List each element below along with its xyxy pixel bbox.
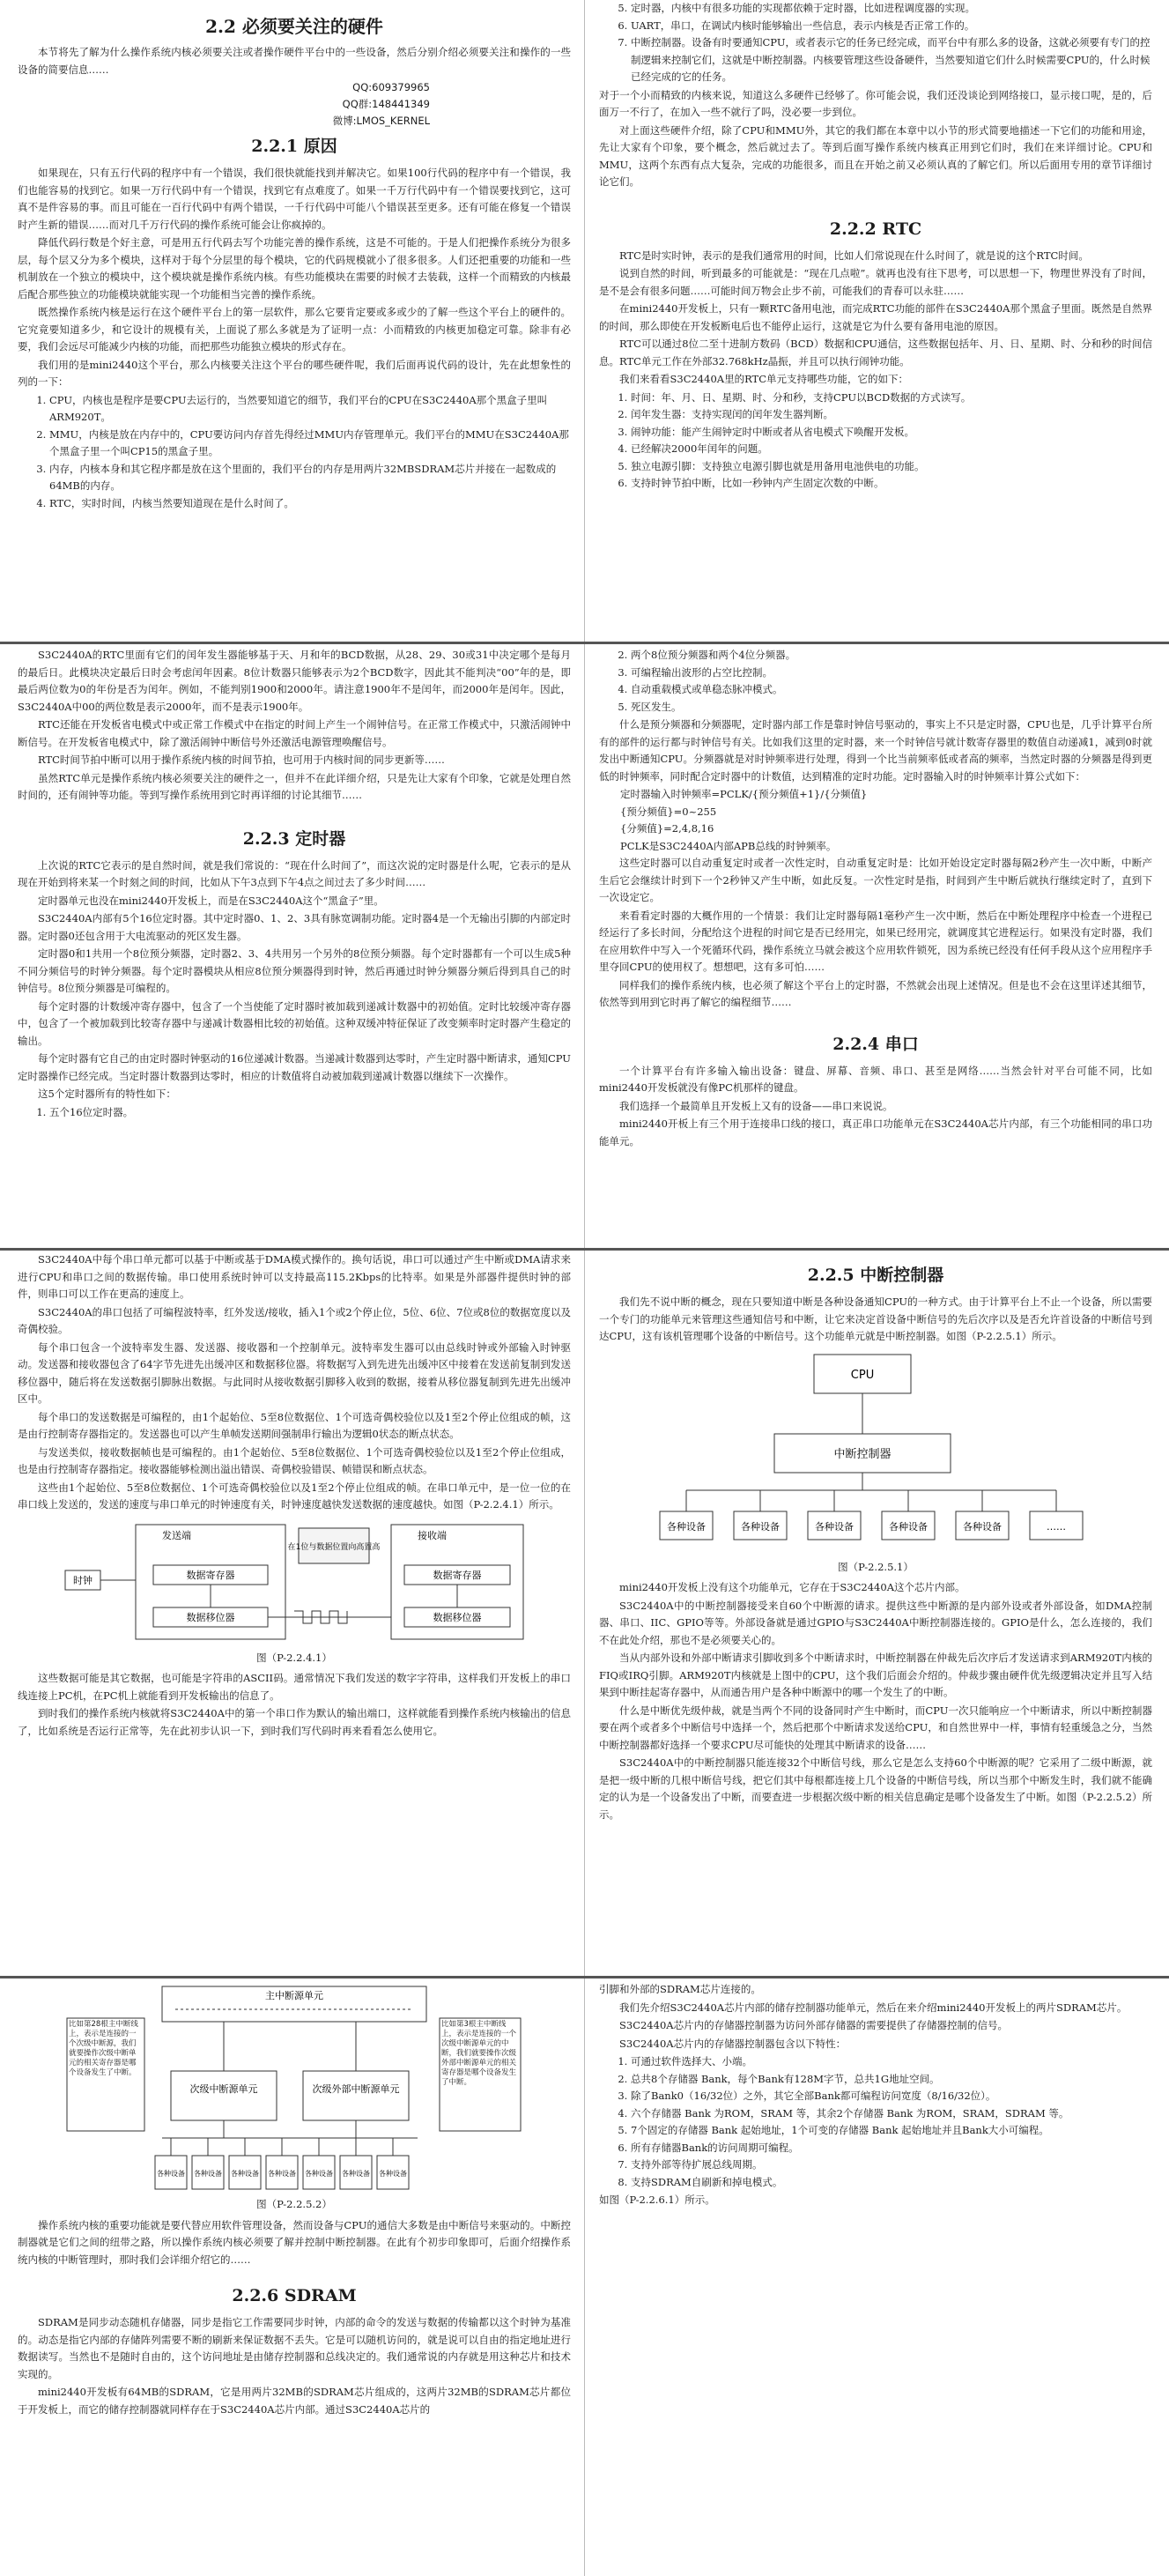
device-label: 各种设备: [268, 2170, 296, 2178]
formula-block: [599, 786, 1152, 855]
paragraph: 这些数据可能是其它数据，也可能是字符串的ASCII码。通常情况下我们发送的数字字符串，这样我们开发板上的串口线连接上PC机，在PC机上就能看到开发板输出的信息了。: [18, 1672, 571, 1702]
recv-side-label: 接收端: [418, 1529, 447, 1541]
paragraph: S3C2440A芯片内的存储器控制器为访问外部存储器的需要提供了存储器控制的信号。: [619, 2019, 1009, 2031]
paragraph: 到时我们的操作系统内核就将S3C2440A中的第一个串口作为默认的输出端口，这样就能看到操作系统内核输出的信息了，比如系统是否运行正常等，先在此初步认识一下，到时我们写代码时再来看看怎么使用它。: [18, 1707, 571, 1737]
timer-feature-list: [18, 1104, 571, 1122]
subsection-title-sdram: 2.2.6 SDRAM: [232, 2286, 357, 2305]
list-item: 1. 时间：年、月、日、星期、时、分和秒，支持CPU以BCD数据的方式读写。: [631, 390, 1152, 407]
send-side-label: 发送端: [162, 1529, 191, 1541]
paragraph: 降低代码行数是个好主意，可是用五行代码去写个功能完善的操作系统，这是不可能的。于是人们把操作系统分为很多层，每个层又分为多个模块，这样对于每个分层里的每个模块，它的代码规模就小了很多很多。人们还把重要的功能和一些机制放在一个独立的模块中，这个模块就是操作系统内核。有些功能模块在需要的时候才去装载，这样一个而精致的内核最后配合那些独立的功能模块就能实现一个功能相当完善的操作系统。: [18, 236, 571, 301]
paragraph: 来看看定时器的大概作用的一个情景：我们让定时器每隔1毫秒产生一次中断，然后在中断处理程序中检查一个进程已经运行了多长时间，分配给这个进程的时间它是否已经用完，如果已经用完，就调度其它进程运行。如果没有定时器，我们在应用软件中写入一个死循环代码，操作系统立马就会被这个应用软件锁死，因为系统已经没有任何手段从这个应用程序手里夺回CPU的使用权了。想想吧，这有多可怕……: [599, 909, 1152, 973]
paragraph: 如果现在，只有五行代码的程序中有一个错误，我们很快就能找到并解决它。如果100行代码的程序中有一个错误，我们也能容易的找到它。如果一万行代码中有一个错误，找到它有点难度了。如果一千万行代码中有一个错误要找到它，这可真不是件容易的事。而且可能在一百行代码中有两个错误，一千行代码中可能八个错误甚至更多。还有可能在修复一个错误时产生新的错误……而对几千万行代码的操作系统可能会让你疯掉的。: [18, 167, 571, 231]
subsection-title-uart: 2.2.4 串口: [832, 1034, 919, 1054]
paragraph: 我们先介绍S3C2440A芯片内部的储存控制器功能单元，然后在来介绍mini2440开发板上的两片SDRAM芯片。: [619, 2001, 1128, 2014]
list-item: 2. 总共8个存储器 Bank，每个Bank有128M字节，总共1G地址空间。: [631, 2071, 1152, 2089]
interrupt-controller-diagram: [655, 1347, 1096, 1557]
paragraph: 我们先不说中断的概念，现在只要知道中断是各种设备通知CPU的一种方式。由于计算平台上不止一个设备，所以需要一个专门的功能单元来管理这些通知信号和中断，让它来决定首设备中断信号的先后次序以及是否允许首设备的中断信号到达CPU，这有该机管理哪个设备的中断信号。这个功能单元就是中断控制器。如图（P-2.2.5.1）所示。: [599, 1295, 1152, 1342]
paragraph: mini2440开发板上没有这个功能单元，它存在于S3C2440A这个芯片内部。: [619, 1581, 966, 1593]
note-right: [441, 2020, 519, 2129]
secondary-interrupt-diagram: [65, 1983, 523, 2194]
contact-info: [18, 79, 571, 130]
sub-right-box: [303, 2071, 409, 2120]
list-item: 2. MMU，内核是放在内存中的，CPU要访问内存首先得经过MMU内存管理单元。我们平台的MMU在S3C2440A那个黑盒子里一个叫CP15的黑盒子里。: [49, 427, 571, 461]
paragraph: 同样我们的操作系统内核，也必须了解这个平台上的定时器，不然就会出现上述情况。但是也不会在这里详述其细节，依然等到用到它时再了解它的编程细节……: [599, 978, 1152, 1008]
list-item: 5. 死区发生。: [631, 699, 1152, 716]
list-item: 7. 支持外部等待扩展总线周期。: [631, 2157, 1152, 2174]
device-label: 各种设备: [157, 2170, 185, 2178]
note-left-text: 比如第28根主中断线上，表示是连接的一个次级中断源，我们就要操作次级中断单元的相关寄存器是哪个设备发生了中断。: [69, 2020, 138, 2077]
list-item: 2. 闰年发生器：支持实现闰的闰年发生器判断。: [631, 406, 1152, 424]
section-interrupt-sdram: [18, 1981, 571, 2419]
paragraph: S3C2440A中的中断控制器只能连接32个中断信号线，那么它是怎么支持60个中断源的呢？它采用了二级中断源，就是把一级中断的几根中断信号线，把它们其中每根都连接上几个设备的中断信号线，所以当那个中断发生时，我们就不能确定的认为是一个设备发出了中断，而要查进一步根据次级中断的相关信息确定是哪个设备发生了中断。如图（P-2.2.5.2）所示。: [599, 1756, 1152, 1821]
list-item: 1. 可通过软件选择大、小端。: [631, 2053, 1152, 2071]
uart-transfer-diagram: [56, 1516, 532, 1648]
paragraph: S3C2440A的RTC里面有它们的闰年发生器能够基于天、月和年的BCD数据，从28、29、30或31中决定哪个是每月的最后日。此模块决定最后日时会考虑闰年因素。8位计数器只能够表示为2个BCD数字，因此其不能判决“00”年的是，即最后两位数为0的年份是否为闰年。例如，不能判别1900和2000年。请注意1900年不是闰年，而2000年是闰年。因此，S3C2440A中00的两位数是表示2000年，而不是表示1900年。: [18, 649, 571, 713]
section-timer-uart: [599, 647, 1152, 1151]
paragraph: S3C2440A中每个串口单元都可以基于中断或基于DMA模式操作的。换句话说，串口可以通过产生中断或DMA请求来进行CPU和串口之间的数据传输。串口使用系统时钟可以支持最高115.2Kbps的比特率。如果是外部器件提供时钟的部件，则串口可以工作在更高的速度上。: [18, 1253, 571, 1300]
paragraph: 这些由1个起始位、5至8位数据位、1个可选奇偶校验位以及1至2个停止位组成的帧。在串口单元中，是一位一位的在串口线上发送的，发送的速度与串口单元的时钟速度有关，时钟速度越快发送数据的速度越快。如图（P-2.2.4.1）所示。: [18, 1481, 571, 1511]
device-label: ……: [1047, 1520, 1066, 1533]
page-divider: [0, 642, 1169, 644]
paragraph: SDRAM是同步动态随机存储器，同步是指它工作需要同步时钟，内部的命令的发送与数据的传输都以这个时钟为基准的。动态是指它内部的存储阵列需要不断的刷新来保证数据不丢失。它是可以随机访问的，就是说可以自由的指定地址进行数据读写。当然也不是随时自由的，这个访问地址是由储存控制器和总线决定的。我们通常说的内存就是用这种芯片和技术实现的。: [18, 2316, 571, 2380]
paragraph: 操作系统内核的重要功能就是要代替应用软件管理设备，然而设备与CPU的通信大多数是由中断信号来驱动的。中断控制器就是它们之间的纽带之路，所以操作系统内核必须要了解并控制中断控制器。在此有个初步印象即可，后面介绍操作系统内核的中断管理时，那时我们会详细介绍它的……: [18, 2218, 571, 2266]
send-shift-reg-label: 数据移位器: [186, 1611, 235, 1623]
sub-left-label: 次级中断源单元: [189, 2083, 258, 2095]
paragraph: 我们用的是mini2440这个平台，那么内核要关注这个平台的哪些硬件呢，我们后面再说代码的设计，先在此想象性的列的一下：: [18, 358, 571, 388]
section-memory-controller: [599, 1981, 1152, 2210]
paragraph: 上次说的RTC它表示的是自然时间，就是我们常说的：“现在什么时间了”，而这次说的定时器是什么呢，它表示的是从现在开始到将来某一个时刻之间的时间，比如从下午3点到下午4点之间过去了多少时间……: [18, 858, 571, 888]
paragraph: 每个串口的发送数据是可编程的，由1个起始位、5至8位数据位、1个可选奇偶校验位以及1至2个停止位组成的帧，这是由行控制寄存器指定的。发送器也可以产生单帧发送期间强制串行输出为逻辑0状态的断点状态。: [18, 1410, 571, 1440]
controller-label: 中断控制器: [833, 1447, 892, 1461]
device-label: 各种设备: [231, 2170, 259, 2178]
device-label: 各种设备: [741, 1520, 780, 1533]
formula-line: {预分频值}=0~255: [620, 805, 717, 818]
paragraph: S3C2440A芯片内的存储器控制器包含以下特性：: [619, 2037, 847, 2050]
paragraph: 既然操作系统内核是运行在这个硬件平台上的第一层软件，那么它要肯定要或多或少的了解一些这个平台上的硬件的。它究竟要知道多少，和它设计的规模有关，上面说了那么多就是为了证明一点：小而精致的内核更加稳定可靠。除非有必要，我们会远尽可能减少内核的功能，而把那些功能独立模块的形式存在。: [18, 306, 571, 353]
list-item: 3. 闹钟功能：能产生闹钟定时中断或者从省电模式下唤醒开发板。: [631, 424, 1152, 442]
device-label: 各种设备: [963, 1520, 1002, 1533]
paragraph: 这些定时器可以自动重复定时或者一次性定时，自动重复定时是：比如开始设定定时器每隔2秒产生一次中断，中断产生后它会继续计时到下一个2秒钟又产生中断，如此反复。一次性定时是指，时间到产生中断后就执行继续定时了，直到下一次设定它。: [599, 857, 1152, 903]
section-rtc-timer: [18, 647, 571, 1122]
hardware-list-continued: [599, 0, 1152, 86]
section-title: 2.2 必须要关注的硬件: [205, 16, 383, 37]
list-item: 4. 六个存储器 Bank 为ROM，SRAM 等，其余2个存储器 Bank 为ROM，SRAM，SDRAM 等。: [631, 2105, 1152, 2123]
cpu-label: CPU: [850, 1368, 875, 1382]
list-item: 8. 支持SDRAM自刷新和掉电模式。: [631, 2174, 1152, 2192]
subsection-title-interrupt: 2.2.5 中断控制器: [807, 1266, 944, 1285]
note-label: 在1位与数据位置向高置高: [287, 1542, 381, 1552]
list-item: 4. 已经解决2000年闰年的问题。: [631, 441, 1152, 458]
paragraph: 每个定时器的计数缓冲寄存器中，包含了一个当使能了定时器时被加载到递减计数器中的初始值。定时比较缓冲寄存器中，包含了一个被加载到比较寄存器中与递减计数器相比较的初始值。这种双缓冲特征保证了改变频率时定时器产生稳定的输出。: [18, 999, 571, 1047]
sub-left-box: [171, 2071, 277, 2120]
main-source-label: 主中断源单元: [265, 1990, 323, 2001]
hardware-list: [18, 392, 571, 513]
section-uart-details: [18, 1251, 571, 1741]
contact-weibo: 微博:LMOS_KERNEL: [332, 115, 430, 127]
paragraph: RTC时间节拍中断可以用于操作系统内核的时间节拍，也可用于内核时间的同步更新等……: [38, 753, 445, 766]
section-hardware-continued: [599, 0, 1152, 494]
list-item: 4. RTC，实时时间，内核当然要知道现在是什么时间了。: [49, 495, 571, 513]
paragraph: 每个串口包含一个波特率发生器、发送器、接收器和一个控制单元。波特率发生器可以由总线时钟或外部输入时钟驱动。发送器和接收器包含了64字节先进先出缓冲区和数据移位器。将数据写入到先进先出缓冲区中接着在发送前复制到发送移位器中，随后将在发送数据引脚脉出数据。与此同时从接收数据引脚移入收到的数据，接着从移位器复制到先进先出缓冲区中。: [18, 1340, 571, 1405]
paragraph: 当从内部外设和外部中断请求引脚收到多个中断请求时，中断控制器在仲裁先后次序后才发送请求到ARM920T内核的 FIQ或IRQ引脚。ARM920T内核就是上图中的CPU，这个我们后面会介绍的。仲裁步骤由硬件优先级逻辑决定并且写入结果到中断挂起寄存器中，从而通告用户是各种中断源中的哪一个发生了的中断。: [599, 1652, 1152, 1698]
section-interrupt-controller: [599, 1251, 1152, 1824]
paragraph: 如图（P-2.2.6.1）所示。: [599, 2194, 715, 2206]
paragraph: 对于一个小而精致的内核来说，知道这么多硬件已经够了。你可能会说，我们还没谈论到网络接口，显示接口呢，是的，后面万一不行了，在加入一些不就行了吗，没必要一步到位。: [599, 88, 1152, 118]
list-item: 1. 五个16位定时器。: [49, 1104, 571, 1122]
paragraph: 说到自然的时间，听到最多的可能就是：“现在几点啦”。就再也没有往下思考，可以思想一下，物理世界没有了时间，是不是会有很多问题……可能时间万物会止步不前，可能我们的青春可以永驻……: [599, 267, 1152, 297]
recv-data-reg-label: 数据寄存器: [433, 1569, 482, 1581]
timer-feature-list-continued: [599, 647, 1152, 716]
paragraph: 我们来看看S3C2440A里的RTC单元支持哪些功能，它的如下：: [619, 373, 908, 385]
paragraph: RTC还能在开发板省电模式中或正常工作模式中在指定的时间上产生一个闹钟信号。在正常工作模式中，只激活闹钟中断信号。在开发板省电模式中，除了激活闹钟中断信号外还激活电源管理唤醒信号。: [18, 718, 571, 748]
figure-caption: 图（P-2.2.5.2）: [256, 2198, 332, 2210]
list-item: 6. UART，串口，在调试内核时能够输出一些信息，表示内核是否正常工作的。: [631, 18, 1152, 35]
paragraph: 虽然RTC单元是操作系统内核必须要关注的硬件之一，但并不在此详细介绍，只是先让大家有个印象，它就是处理自然时间的，还有闹钟等功能。等到写操作系统用到它时再详细的讨论其细节……: [18, 771, 571, 801]
paragraph: RTC可以通过8位二至十进制方数码（BCD）数据和CPU通信，这些数据包括年、月、日、星期、时、分和秒的时间信息。RTC单元工作在外部32.768kHz晶振，并且可以执行闹钟功能。: [599, 338, 1152, 367]
paragraph: 在mini2440开发板上，只有一颗RTC备用电池，而完成RTC功能的部件在S3C2440A那个黑盒子里面。既然是自然界的时间，那么即使在开发板断电后也不能停止运行，这就是它为什么要有备用电池的原因。: [599, 302, 1152, 332]
device-label: 各种设备: [194, 2170, 222, 2178]
subsection-title-reason: 2.2.1 原因: [251, 137, 337, 156]
list-item: 6. 所有存储器Bank的访问周期可编程。: [631, 2140, 1152, 2157]
paragraph: mini2440开板上有三个用于连接串口线的接口，真正串口功能单元在S3C2440A芯片内部，有三个功能相同的串口功能单元。: [599, 1117, 1152, 1147]
paragraph: 引脚和外部的SDRAM芯片连接的。: [599, 1983, 761, 1995]
intro-paragraph: 本节将先了解为什么操作系统内核必须要关注或者操作硬件平台中的一些设备，然后分别介绍必须要关注和操作的一些设备的简要信息……: [18, 46, 571, 76]
device-row: [155, 2138, 409, 2189]
recv-shift-reg-label: 数据移位器: [433, 1611, 482, 1623]
send-data-reg-label: 数据寄存器: [186, 1569, 235, 1581]
formula-line: 定时器输入时钟频率=PCLK/{预分频值+1}/{分频值}: [620, 788, 868, 800]
paragraph: 每个定时器有它自己的由定时器时钟驱动的16位递减计数器。当递减计数器到达零时，产生定时器中断请求，通知CPU定时器操作已经完成。当定时器计数器到达零时，相应的计数值将自动被加载到递减计数器以继续下一次操作。: [18, 1052, 571, 1082]
list-item: 7. 中断控制器。设备有时要通知CPU，或者表示它的任务已经完成，而平台中有那么多的设备，这就必须要有专门的控制逻辑来控制它们，这就是中断控制器。内核要管理这些设备硬件，当然要知道它们什么时候需要CPU的，什么时候已经完成的它的任务。: [631, 34, 1152, 86]
memory-controller-feature-list: [599, 2053, 1152, 2191]
paragraph: 我们选择一个最简单且开发板上又有的设备——串口来说说。: [619, 1099, 893, 1112]
paragraph: RTC是时实时钟，表示的是我们通常用的时间，比如人们常说现在什么时间了，就是说的这个RTC时间。: [619, 249, 1089, 262]
subsection-title-rtc: 2.2.2 RTC: [829, 219, 922, 239]
list-item: 4. 自动重载模式或单稳态脉冲模式。: [631, 681, 1152, 699]
note-left: [69, 2020, 143, 2129]
device-label: 各种设备: [815, 1520, 854, 1533]
paragraph: mini2440开发板有64MB的SDRAM，它是用两片32MB的SDRAM芯片组成的，这两片32MB的SDRAM芯片都位于开发板上，而它的储存控制器就同样存在于S3C2440A芯片内部。通过S3C2440A芯片的: [18, 2386, 571, 2416]
list-item: 5. 独立电源引脚：支持独立电源引脚也就是用备用电池供电的功能。: [631, 458, 1152, 476]
note-right-text: 比如第3根主中断线上，表示是连接的一个次级中断源单元的中断，我们就要操作次级外部中断源单元的相关寄存器是哪个设备发生了中断。: [441, 2020, 517, 2087]
rtc-feature-list: [599, 390, 1152, 493]
contact-qq-group: QQ群:148441349: [342, 98, 430, 110]
list-item: 3. 可编程输出波形的占空比控制。: [631, 664, 1152, 682]
paragraph: 什么是中断优先级仲裁，就是当两个不同的设备同时产生中断时，而CPU一次只能响应一个中断请求，所以中断控制器要在两个或者多个中断信号中选择一个，然后把那个中断请求发送给CPU，和自然世界中一样，事情有轻重缓急之分，当然中断控制器都好选择一个要求CPU尽可能快的处理其中断请求的设备……: [599, 1704, 1152, 1751]
list-item: 6. 支持时钟节拍中断，比如一秒钟内产生固定次数的中断。: [631, 475, 1152, 493]
list-item: 3. 内存，内核本身和其它程序都是放在这个里面的，我们平台的内存是用两片32MBSDRAM芯片并接在一起数成的64MB的内存。: [49, 461, 571, 495]
device-row: [660, 1490, 1083, 1540]
sub-right-label: 次级外部中断源单元: [312, 2083, 400, 2095]
device-label: 各种设备: [342, 2170, 370, 2178]
list-item: 3. 除了Bank0（16/32位）之外，其它全部Bank都可编程访问宽度（8/16/32位）。: [631, 2088, 1152, 2105]
paragraph: 定时器单元也没在mini2440开发板上，而是在S3C2440A这个“黑盒子”里。: [38, 894, 384, 907]
device-label: 各种设备: [379, 2170, 407, 2178]
paragraph: 定时器0和1共用一个8位预分频器，定时器2、3、4共用另一个另外的8位预分频器。每个定时器都有一个可以生成5种不同分频信号的时钟分频器。每个定时器模块从相应8位预分频器得到时钟，然后再通过时钟分频器分频后得到具自己的时钟信号。8位预分频器是可编程的。: [18, 947, 571, 994]
device-label: 各种设备: [889, 1520, 928, 1533]
paragraph: 与发送类似，接收数据帧也是可编程的。由1个起始位、5至8位数据位、1个可选奇偶校验位以及1至2个停止位组成，也是由行控制寄存器指定。接收器能够检测出溢出错误、奇偶校验错误、帧错误和断点状态。: [18, 1445, 571, 1475]
column-divider: [584, 0, 585, 2576]
formula-line: {分频值}=2,4,8,16: [620, 822, 714, 835]
subsection-title-timer: 2.2.3 定时器: [242, 828, 346, 849]
list-item: 2. 两个8位预分频器和两个4位分频器。: [631, 647, 1152, 664]
paragraph: 什么是预分频器和分频器呢，定时器内部工作是靠时钟信号驱动的，事实上不只是定时器，CPU也是，几乎计算平台所有的部件的运行都与时钟信号有关。比如我们这里的定时器，来一个时钟信号就计数寄存器里的数值自动递减1，减到0时就发出中断通知CPU。分频器就是对时钟频率进行处理，得到一个比当前频率低或者高的频率，当然定时器的分频器是得到更低的时钟频率，同时配合定时器中的计数值，达到精准的定时功能。定时器输入时的时钟频率计算公式如下：: [599, 718, 1152, 783]
list-item: 1. CPU，内核也是程序是要CPU去运行的，当然要知道它的细节，我们平台的CPU在S3C2440A那个黑盒子里叫ARM920T。: [49, 392, 571, 427]
list-item: 5. 定时器，内核中有很多功能的实现都依赖于定时器，比如进程调度器的实现。: [631, 0, 1152, 18]
paragraph: 一个计算平台有许多输入输出设备：键盘、屏幕、音频、串口、甚至是网络……当然会针对平台可能不同，比如mini2440开发板就没有像PC机那样的键盘。: [599, 1064, 1152, 1094]
paragraph: 对上面这些硬件介绍，除了CPU和MMU外，其它的我们都在本章中以小节的形式简要地描述一下它们的功能和用途，先让大家有个印象，要个概念，然后就过去了。等到后面写操作系统内核真正用到它们时，我们在来详细讨论。CPU和MMU，这两个东西有点大复杂，完成的功能很多，而且在开始之前又必须认真的了解它们。所以后面用专用的章节详细讨论它们。: [599, 123, 1152, 188]
paragraph: S3C2440A中的中断控制器接受来自60个中断源的请求。提供这些中断源的是内部外设或者外部设备，如DMA控制器、串口、IIC、GPIO等等。外部设备就是通过GPIO与S3C2440A中断控制器连接的。GPIO是什么，怎么连接的，我们不在此处介绍，那也不是必须要关心的。: [599, 1599, 1152, 1646]
figure-caption: 图（P-2.2.5.1）: [838, 1560, 914, 1573]
device-label: 各种设备: [667, 1520, 706, 1533]
contact-qq: QQ:609379965: [352, 81, 430, 93]
page-divider: [0, 1976, 1169, 1978]
paragraph: 这5个定时器所有的特性如下：: [38, 1088, 176, 1100]
paragraph: S3C2440A内部有5个16位定时器。其中定时器0、1、2、3具有脉宽调制功能。定时器4是一个无输出引脚的内部定时器。定时器0还包含用于大电流驱动的死区发生器。: [18, 912, 571, 942]
page-divider: [0, 1248, 1169, 1251]
clock-label: 时钟: [73, 1574, 92, 1586]
device-label: 各种设备: [305, 2170, 333, 2178]
figure-caption: 图（P-2.2.4.1）: [256, 1651, 332, 1664]
section-hardware-intro: [18, 5, 571, 513]
list-item: 5. 7个固定的存储器 Bank 起始地址，1个可变的存储器 Bank 起始地址并且Bank大小可编程。: [631, 2122, 1152, 2140]
formula-line: PCLK是S3C2440A内部APB总线的时钟频率。: [620, 839, 837, 852]
paragraph: S3C2440A的串口包括了可编程波特率，红外发送/接收，插入1个或2个停止位，5位、6位、7位或8位的数据宽度以及奇偶校验。: [18, 1305, 571, 1335]
